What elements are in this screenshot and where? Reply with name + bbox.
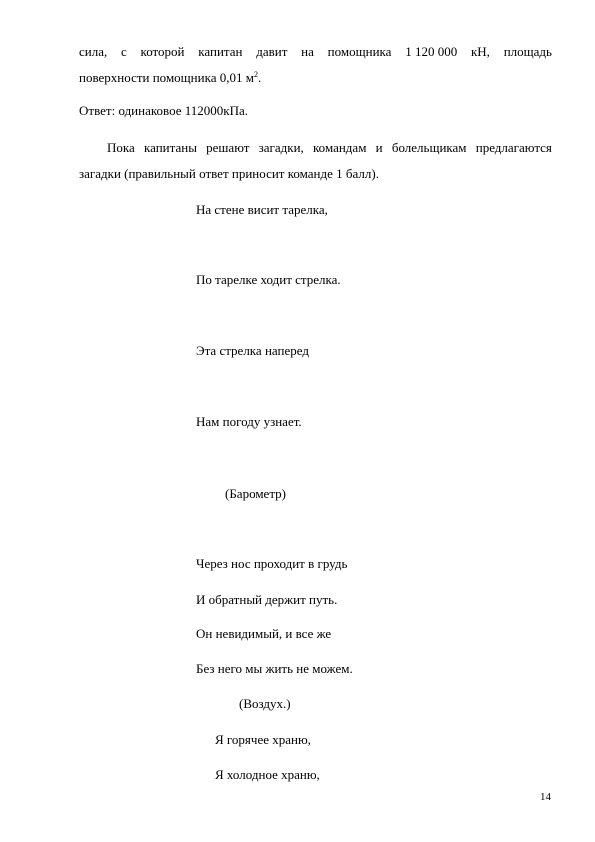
word: капитан <box>198 44 243 59</box>
riddle2-line2: И обратный держит путь. <box>196 592 338 607</box>
word: которой <box>140 44 185 59</box>
word: с <box>121 44 127 59</box>
paragraph1-line2-text: поверхности помощника 0,01 м <box>79 70 254 85</box>
riddle2-line4: Без него мы жить не можем. <box>196 661 353 676</box>
paragraph1-line1 <box>79 44 552 60</box>
page-number: 14 <box>540 791 551 803</box>
paragraph2-line2: загадки (правильный ответ приносит команде 1 балл). <box>79 166 379 181</box>
riddle3-line1: Я горячее храню, <box>215 732 311 747</box>
word: на <box>301 44 314 59</box>
word: 1 120 000 <box>405 44 458 59</box>
word: кН, <box>470 44 490 59</box>
paragraph1-line2-end: . <box>257 70 262 85</box>
riddle1-line2: По тарелке ходит стрелка. <box>196 272 341 287</box>
riddle2-line1: Через нос проходит в грудь <box>196 556 348 571</box>
paragraph2-line1 <box>107 140 552 156</box>
word: болельщикам <box>391 140 467 155</box>
riddle1-line4: Нам погоду узнает. <box>196 414 302 429</box>
riddle3-line2: Я холодное храню, <box>215 767 320 782</box>
word: Пока <box>107 140 135 155</box>
paragraph1-line2 <box>79 70 261 86</box>
word: помощника <box>327 44 392 59</box>
answer-line: Ответ: одинаковое 112000кПа. <box>79 103 248 118</box>
word: площадь <box>503 44 552 59</box>
word: сила, <box>79 44 108 59</box>
riddle2-answer: (Воздух.) <box>239 696 291 711</box>
word: и <box>375 140 383 155</box>
word: капитаны <box>144 140 197 155</box>
word: предлагаются <box>475 140 552 155</box>
word: загадки, <box>258 140 304 155</box>
superscript: 2 <box>253 70 258 79</box>
riddle1-line1: На стене висит тарелка, <box>196 202 328 217</box>
word: командам <box>313 140 367 155</box>
riddle2-line3: Он невидимый, и все же <box>196 626 332 641</box>
riddle1-answer: (Барометр) <box>225 486 286 501</box>
word: решают <box>206 140 250 155</box>
riddle1-line3: Эта стрелка наперед <box>196 343 309 358</box>
word: давит <box>256 44 288 59</box>
